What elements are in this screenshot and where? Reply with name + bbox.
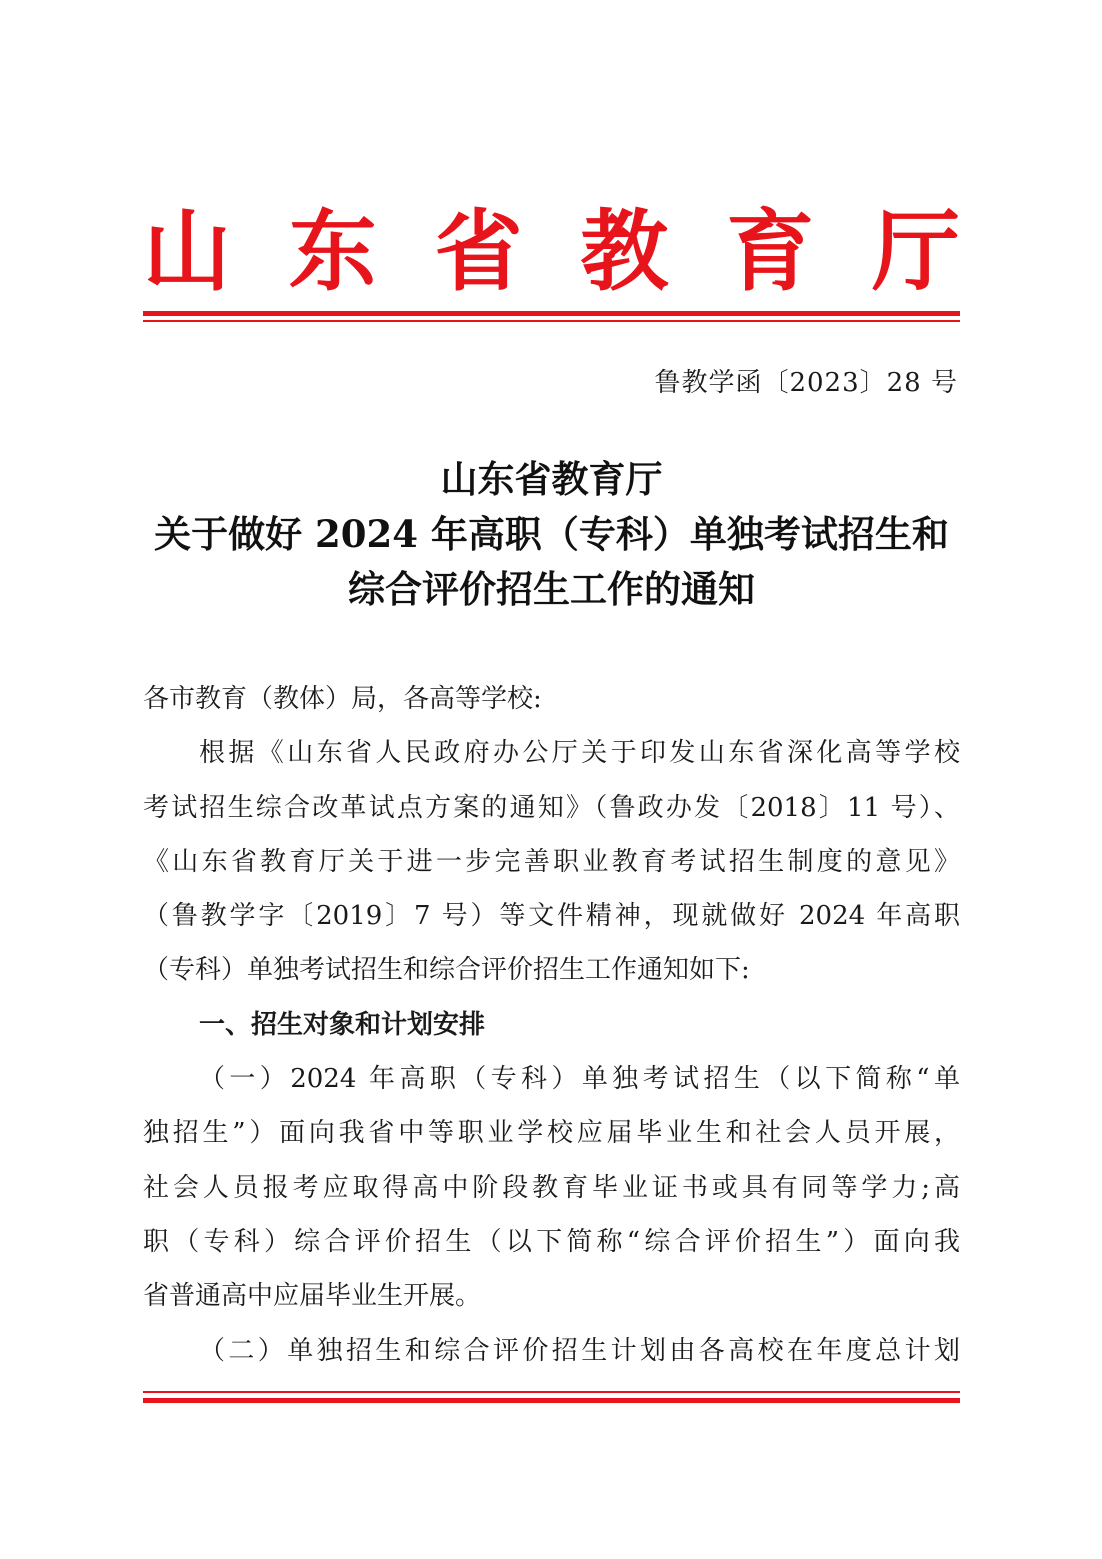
letterhead-char: 教 <box>580 199 669 303</box>
footer-rule-thin <box>143 1391 960 1393</box>
item1-line: 独招生”）面向我省中等职业学校应届毕业生和社会人员开展， <box>143 1118 960 1149</box>
document-body <box>143 672 960 1378</box>
section-heading: 一、招生对象和计划安排 <box>199 1009 486 1040</box>
title-line-1: 山东省教育厅 <box>440 457 663 501</box>
item2-line: （二）单独招生和综合评价招生计划由各高校在年度总计划 <box>199 1335 960 1366</box>
footer-rule-thick <box>143 1398 960 1403</box>
intro-line: 《山东省教育厅关于进一步完善职业教育考试招生制度的意见》 <box>143 846 960 877</box>
letterhead-title <box>143 196 960 306</box>
item1-line: 职（专科）综合评价招生（以下简称“综合评价招生”）面向我 <box>143 1226 960 1257</box>
letterhead-char: 东 <box>288 199 377 303</box>
item1-line: （一）2024 年高职（专科）单独考试招生（以下简称“单 <box>199 1064 960 1095</box>
letterhead-char: 育 <box>726 199 815 303</box>
salutation: 各市教育（教体）局，各高等学校: <box>143 684 542 714</box>
letterhead-char: 厅 <box>871 199 960 303</box>
intro-line: （专科）单独考试招生和综合评价招生工作通知如下: <box>143 955 750 986</box>
letterhead-char: 省 <box>434 199 523 303</box>
title-line-2: 关于做好 2024 年高职（专科）单独考试招生和 <box>154 512 949 556</box>
item1-line: 省普通高中应届毕业生开展。 <box>143 1281 482 1312</box>
intro-line: 考试招生综合改革试点方案的通知》（鲁政办发〔2018〕11 号）、 <box>143 792 960 823</box>
item1-line: 社会人员报考应取得高中阶段教育毕业证书或具有同等学力;高 <box>143 1172 960 1203</box>
letterhead-char: 山 <box>143 199 232 303</box>
title-line-3: 综合评价招生工作的通知 <box>348 567 755 611</box>
document-title <box>143 452 960 617</box>
letterhead-rule-thin <box>143 320 960 322</box>
intro-line: （鲁教学字〔2019〕7 号）等文件精神，现就做好 2024 年高职 <box>143 901 960 932</box>
document-number: 鲁教学函〔2023〕28 号 <box>654 368 958 398</box>
letterhead-rule-thick <box>143 311 960 316</box>
intro-line: 根据《山东省人民政府办公厅关于印发山东省深化高等学校 <box>199 738 960 769</box>
